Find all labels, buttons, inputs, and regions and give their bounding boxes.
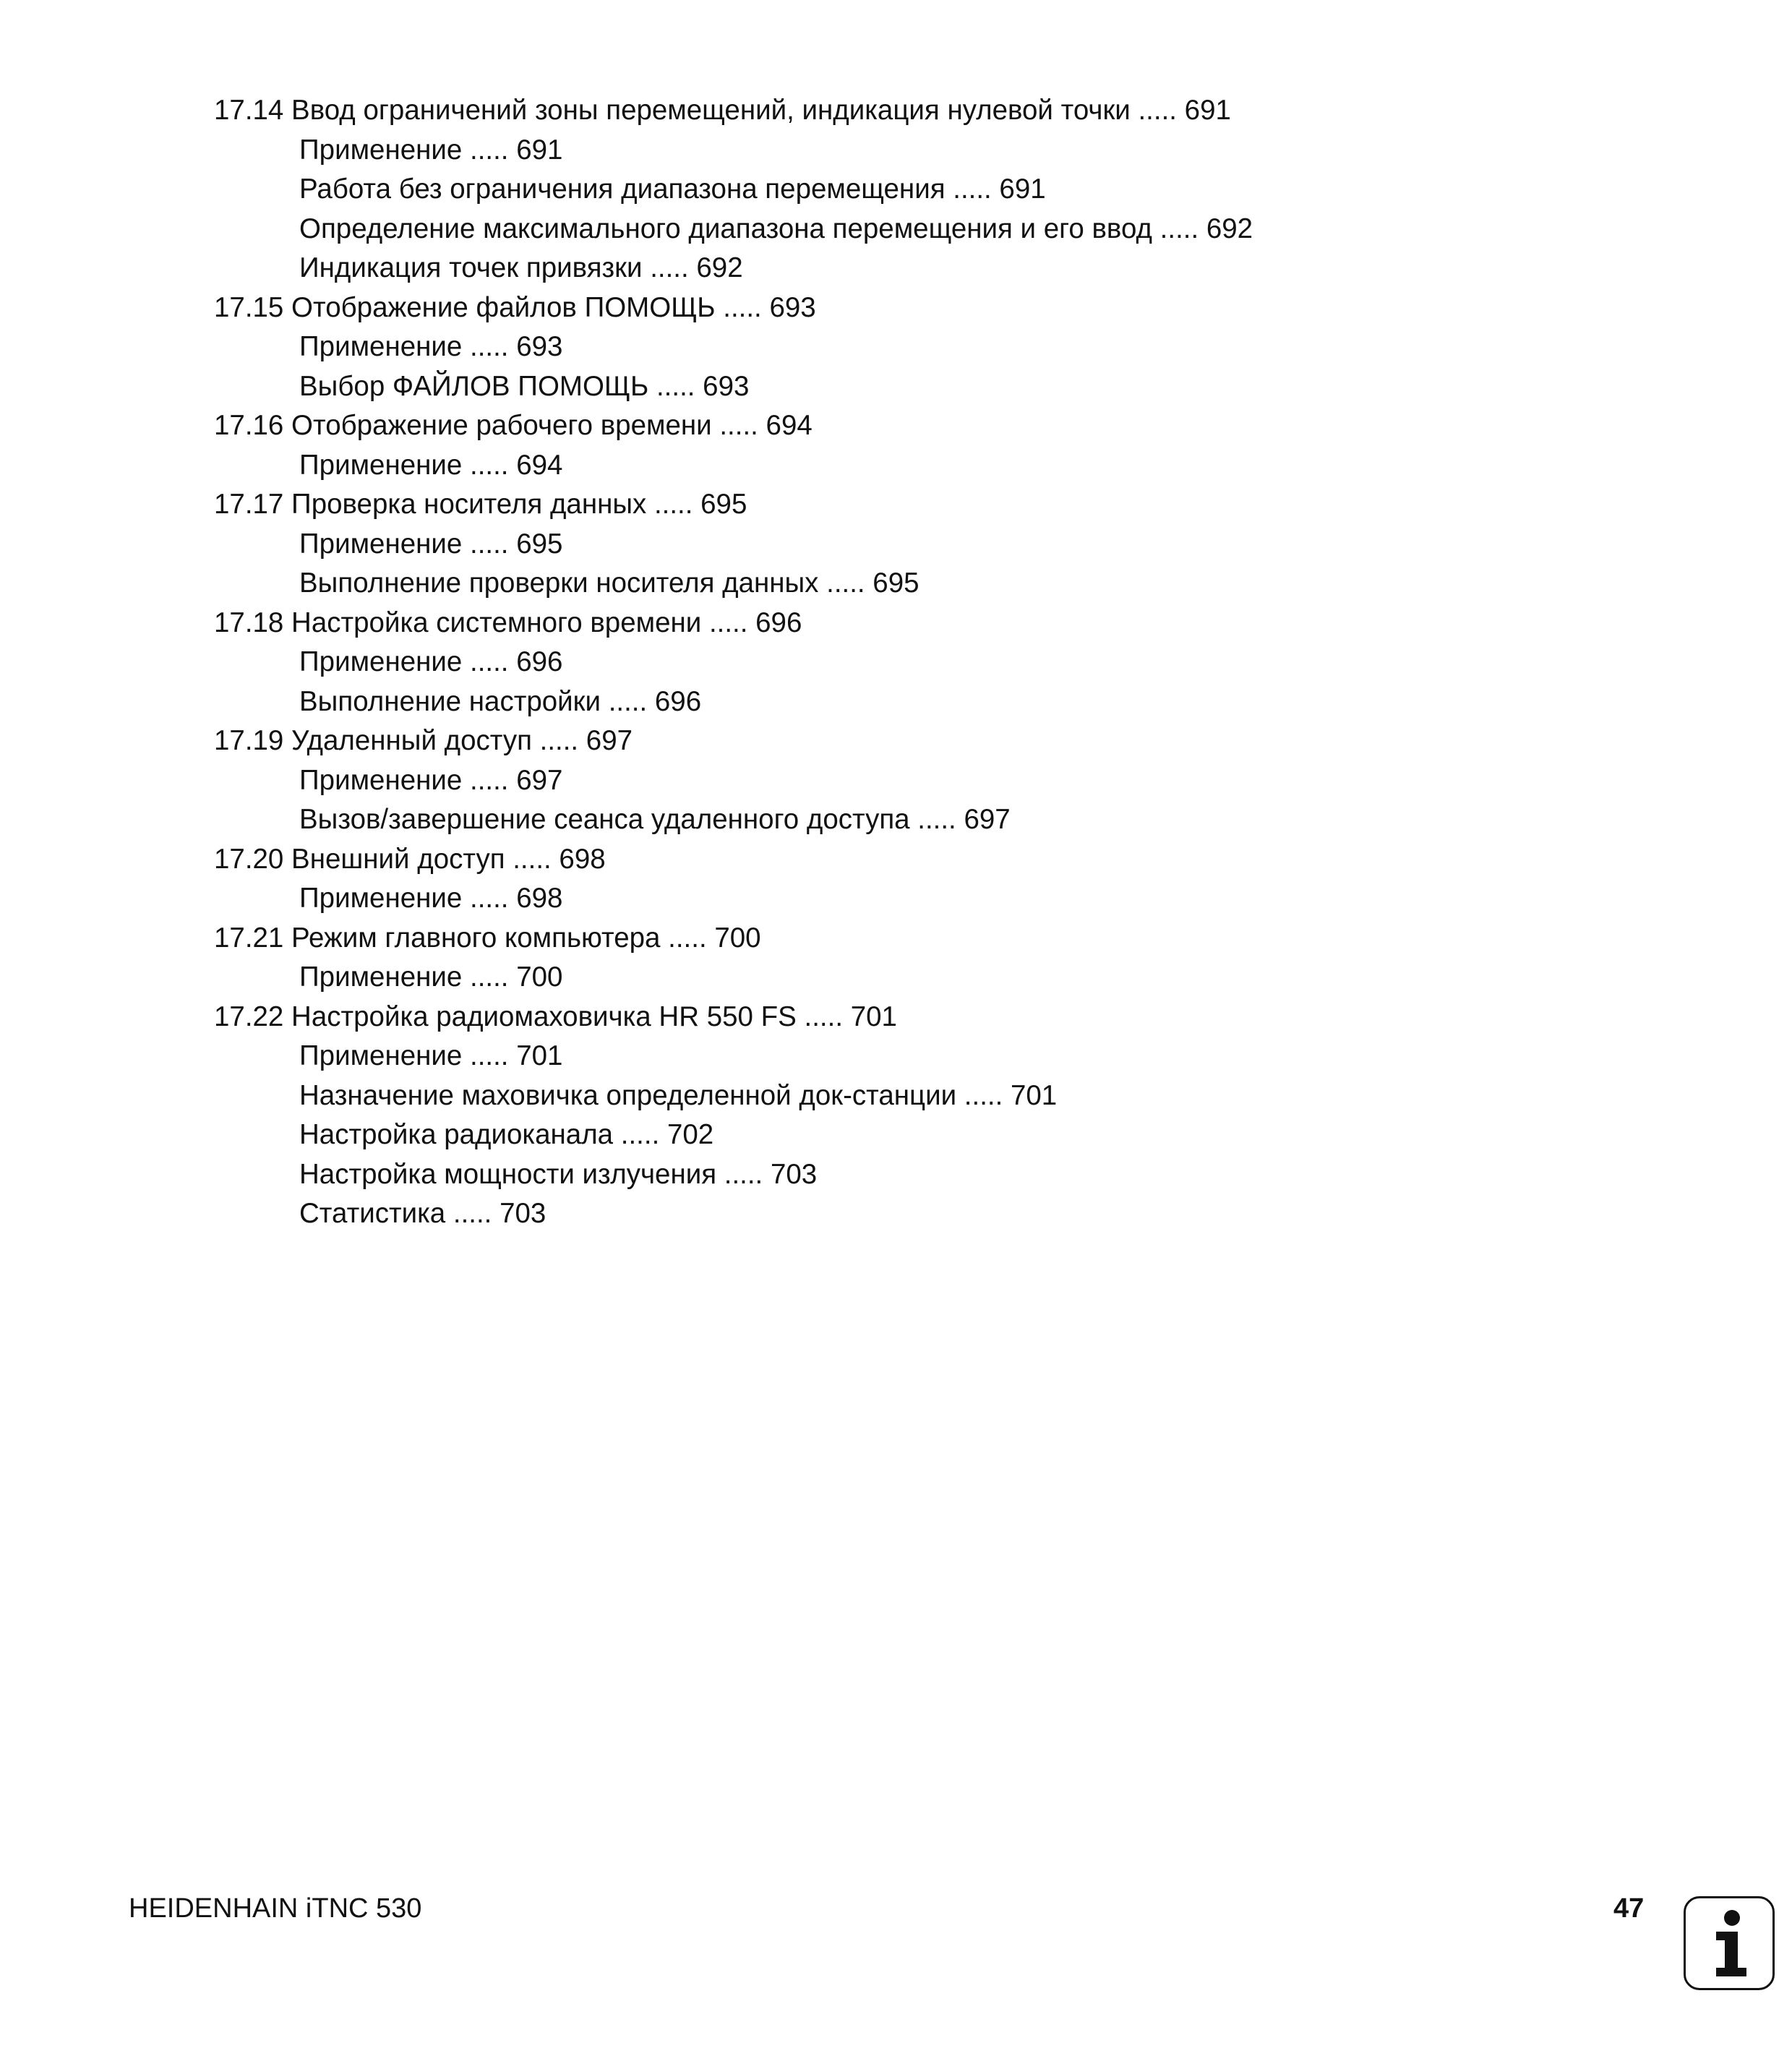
toc-subsection-entry[interactable]: Применение ..... 701 — [299, 1040, 563, 1071]
toc-subsection-entry[interactable]: Выбор ФАЙЛОВ ПОМОЩЬ ..... 693 — [299, 370, 750, 402]
table-of-contents — [214, 91, 1587, 1234]
toc-section-17-18[interactable]: 17.18 Настройка системного времени ..... 696 — [214, 607, 802, 638]
toc-subsection-entry[interactable]: Настройка радиоканала ..... 702 — [299, 1119, 714, 1150]
toc-subsection-entry[interactable]: Статистика ..... 703 — [299, 1198, 546, 1229]
toc-subsection-entry[interactable]: Применение ..... 694 — [299, 449, 563, 481]
toc-section-17-21[interactable]: 17.21 Режим главного компьютера ..... 700 — [214, 922, 761, 954]
toc-subsection-entry[interactable]: Выполнение проверки носителя данных ..... 695 — [299, 567, 919, 599]
toc-subsection-entry[interactable]: Применение ..... 693 — [299, 331, 563, 362]
toc-subsection-entry[interactable]: Выполнение настройки ..... 696 — [299, 685, 702, 717]
toc-section-17-19[interactable]: 17.19 Удаленный доступ ..... 697 — [214, 725, 633, 756]
toc-section-17-22[interactable]: 17.22 Настройка радиомаховичка HR 550 FS ..... 701 — [214, 1001, 897, 1032]
toc-section-17-15[interactable]: 17.15 Отображение файлов ПОМОЩЬ ..... 693 — [214, 291, 816, 323]
info-icon-glyph — [1686, 1898, 1772, 1988]
footer-title: HEIDENHAIN iTNC 530 — [129, 1893, 422, 1924]
toc-subsection-entry[interactable]: Применение ..... 700 — [299, 961, 563, 993]
toc-subsection-entry[interactable]: Применение ..... 691 — [299, 134, 563, 166]
toc-subsection-entry[interactable]: Применение ..... 698 — [299, 883, 563, 914]
toc-subsection-entry[interactable]: Настройка мощности излучения ..... 703 — [299, 1158, 818, 1190]
toc-subsection-entry[interactable]: Применение ..... 697 — [299, 764, 563, 796]
toc-subsection-entry[interactable]: Вызов/завершение сеанса удаленного доступа ..... 697 — [299, 804, 1011, 835]
toc-subsection-entry[interactable]: Определение максимального диапазона перемещения и его ввод ..... 692 — [299, 213, 1253, 244]
info-icon — [1684, 1896, 1775, 1990]
toc-section-17-20[interactable]: 17.20 Внешний доступ ..... 698 — [214, 843, 606, 875]
toc-section-17-17[interactable]: 17.17 Проверка носителя данных ..... 695 — [214, 489, 747, 520]
toc-subsection-entry[interactable]: Назначение маховичка определенной док-станции ..... 701 — [299, 1079, 1058, 1111]
page-number: 47 — [1613, 1893, 1645, 1924]
toc-subsection-entry[interactable]: Индикация точек привязки ..... 692 — [299, 252, 743, 283]
toc-subsection-entry[interactable]: Применение ..... 695 — [299, 528, 563, 560]
toc-subsection-entry[interactable]: Применение ..... 696 — [299, 646, 563, 677]
toc-subsection-entry[interactable]: Работа без ограничения диапазона перемещения ..... 691 — [299, 173, 1046, 205]
toc-section-17-16[interactable]: 17.16 Отображение рабочего времени ..... 694 — [214, 410, 813, 441]
toc-section-17-14[interactable]: 17.14 Ввод ограничений зоны перемещений, индикация нулевой точки ..... 691 — [214, 95, 1231, 126]
